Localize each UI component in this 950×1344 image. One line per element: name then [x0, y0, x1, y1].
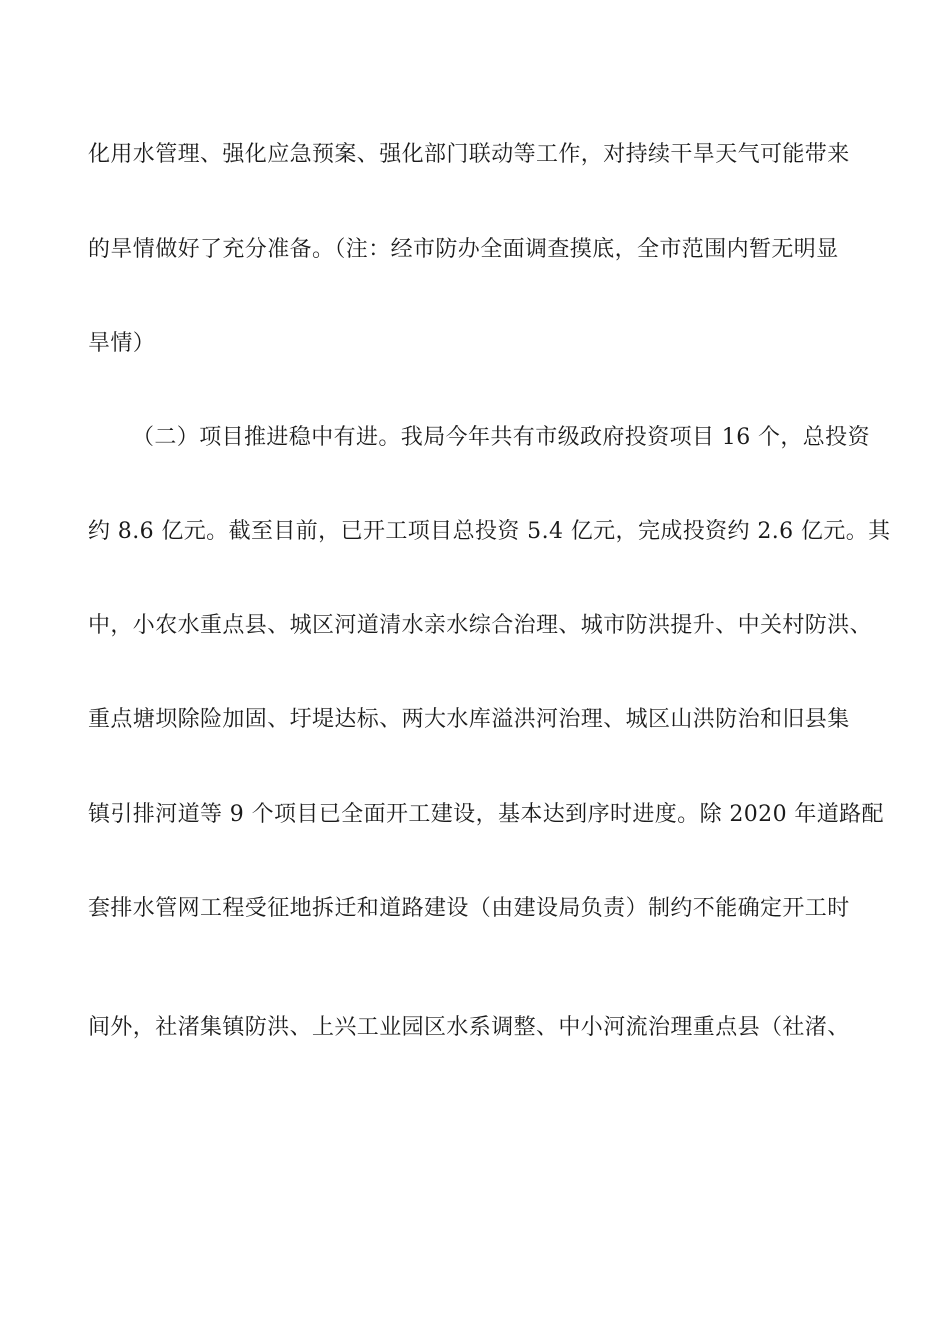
paragraph-line: 化用水管理、强化应急预案、强化部门联动等工作，对持续干旱天气可能带来 [88, 142, 850, 167]
paragraph-line: 约 8.6 亿元。截至目前，已开工项目总投资 5.4 亿元，完成投资约 2.6 亿元。其 [88, 519, 891, 544]
paragraph-line: 旱情） [88, 331, 156, 356]
paragraph-line: 镇引排河道等 9 个项目已全面开工建设，基本达到序时进度。除 2020 年道路配 [88, 802, 884, 827]
section-heading-line: （二）项目推进稳中有进。我局今年共有市级政府投资项目 16 个，总投资 [132, 425, 870, 450]
paragraph-line: 重点塘坝除险加固、圩堤达标、两大水库溢洪河治理、城区山洪防治和旧县集 [88, 707, 850, 732]
paragraph-line: 间外，社渚集镇防洪、上兴工业园区水系调整、中小河流治理重点县（社渚、 [88, 1015, 850, 1040]
paragraph-line: 的旱情做好了充分准备。（注：经市防办全面调查摸底，全市范围内暂无明显 [88, 237, 839, 262]
paragraph-line: 套排水管网工程受征地拆迁和道路建设（由建设局负责）制约不能确定开工时 [88, 896, 850, 921]
paragraph-line: 中，小农水重点县、城区河道清水亲水综合治理、城市防洪提升、中关村防洪、 [88, 613, 873, 638]
